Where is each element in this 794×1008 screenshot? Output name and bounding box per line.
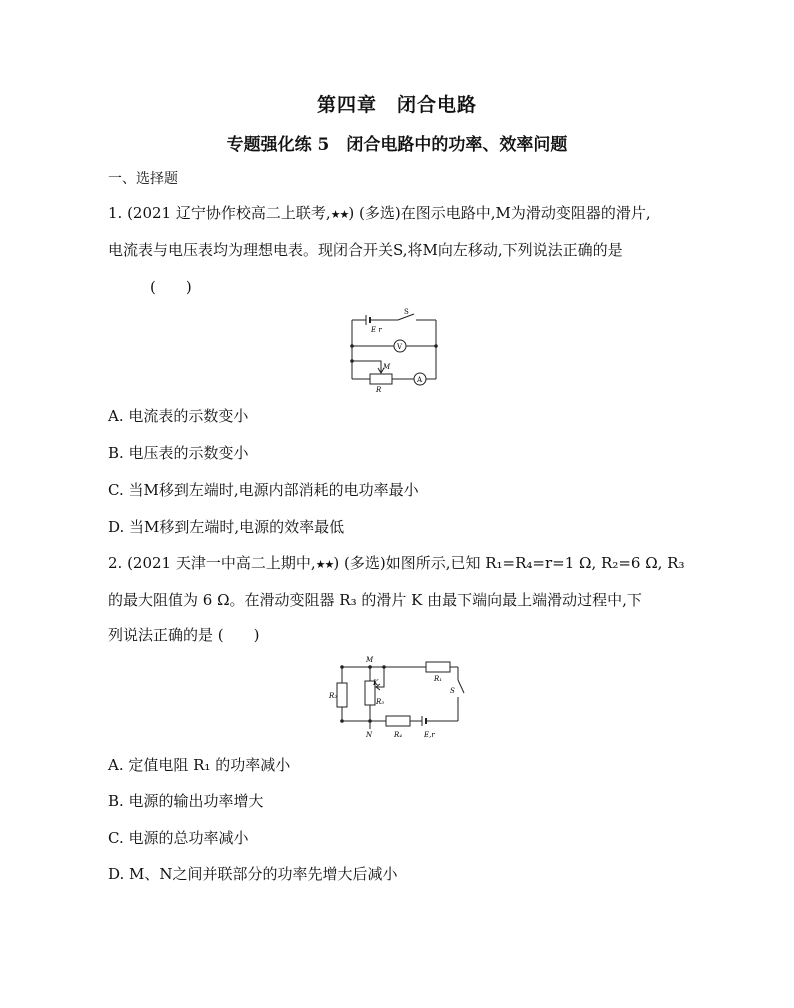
q2-label-n: N <box>366 731 373 739</box>
q2-option-d: D. M、N之间并联部分的功率先增大后减小 <box>108 865 398 883</box>
q1-answer-paren: ( ) <box>150 278 192 296</box>
q2-option-a: A. 定值电阻 R₁ 的功率减小 <box>108 756 291 774</box>
q2-label-m: M <box>366 656 374 664</box>
q1-line1 <box>108 203 651 225</box>
q2-option-b: B. 电源的输出功率增大 <box>108 792 264 810</box>
q2-label-k: K <box>373 679 379 687</box>
ammeter-icon: A <box>417 376 423 384</box>
q2-label-s: S <box>450 687 455 695</box>
q1-option-b: B. 电压表的示数变小 <box>108 444 249 462</box>
q2-option-c: C. 电源的总功率减小 <box>108 829 249 847</box>
q1-circuit-figure <box>340 303 450 395</box>
voltmeter-icon: V <box>397 343 403 351</box>
q2-label-r2: R₂ <box>329 692 338 700</box>
q2-line1 <box>108 553 685 575</box>
q2-label-r3: R₃ <box>376 698 385 706</box>
chapter-title: 第四章 闭合电路 <box>316 94 477 116</box>
q1-label-m: M <box>383 363 391 371</box>
q1-option-d: D. 当M移到左端时,电源的效率最低 <box>108 518 345 536</box>
q1-label-er: E r <box>371 326 382 334</box>
q1-source: 1. (2021 辽宁协作校高二上联考, <box>108 204 331 222</box>
q2-label-r4: R₄ <box>394 731 403 739</box>
q1-label-r: R <box>376 386 382 394</box>
q2-label-r1: R₁ <box>434 675 443 683</box>
q2-stem-start: ) (多选)如图所示,已知 R₁=R₄=r=1 Ω, R₂=6 Ω, R₃ <box>333 554 685 572</box>
q2-circuit-figure <box>326 653 466 743</box>
q2-line3: 列说法正确的是 ( ) <box>108 626 260 644</box>
section-title: 专题强化练 5 闭合电路中的功率、效率问题 <box>226 135 568 155</box>
q2-line2: 的最大阻值为 6 Ω。在滑动变阻器 R₃ 的滑片 K 由最下端向最上端滑动过程中,下 <box>108 591 642 609</box>
q2-source: 2. (2021 天津一中高二上期中, <box>108 554 316 572</box>
q2-label-er: E,r <box>424 731 435 739</box>
q1-option-c: C. 当M移到左端时,电源内部消耗的电功率最小 <box>108 481 419 499</box>
q1-label-s: S <box>404 308 409 316</box>
q1-line2: 电流表与电压表均为理想电表。现闭合开关S,将M向左移动,下列说法正确的是 <box>108 241 623 259</box>
difficulty-stars-icon: ★★ <box>330 208 349 221</box>
q1-option-a: A. 电流表的示数变小 <box>108 407 249 425</box>
q1-stem-start: ) (多选)在图示电路中,M为滑动变阻器的滑片, <box>348 204 651 222</box>
difficulty-stars-icon: ★★ <box>315 558 334 571</box>
part-heading: 一、选择题 <box>108 171 178 187</box>
